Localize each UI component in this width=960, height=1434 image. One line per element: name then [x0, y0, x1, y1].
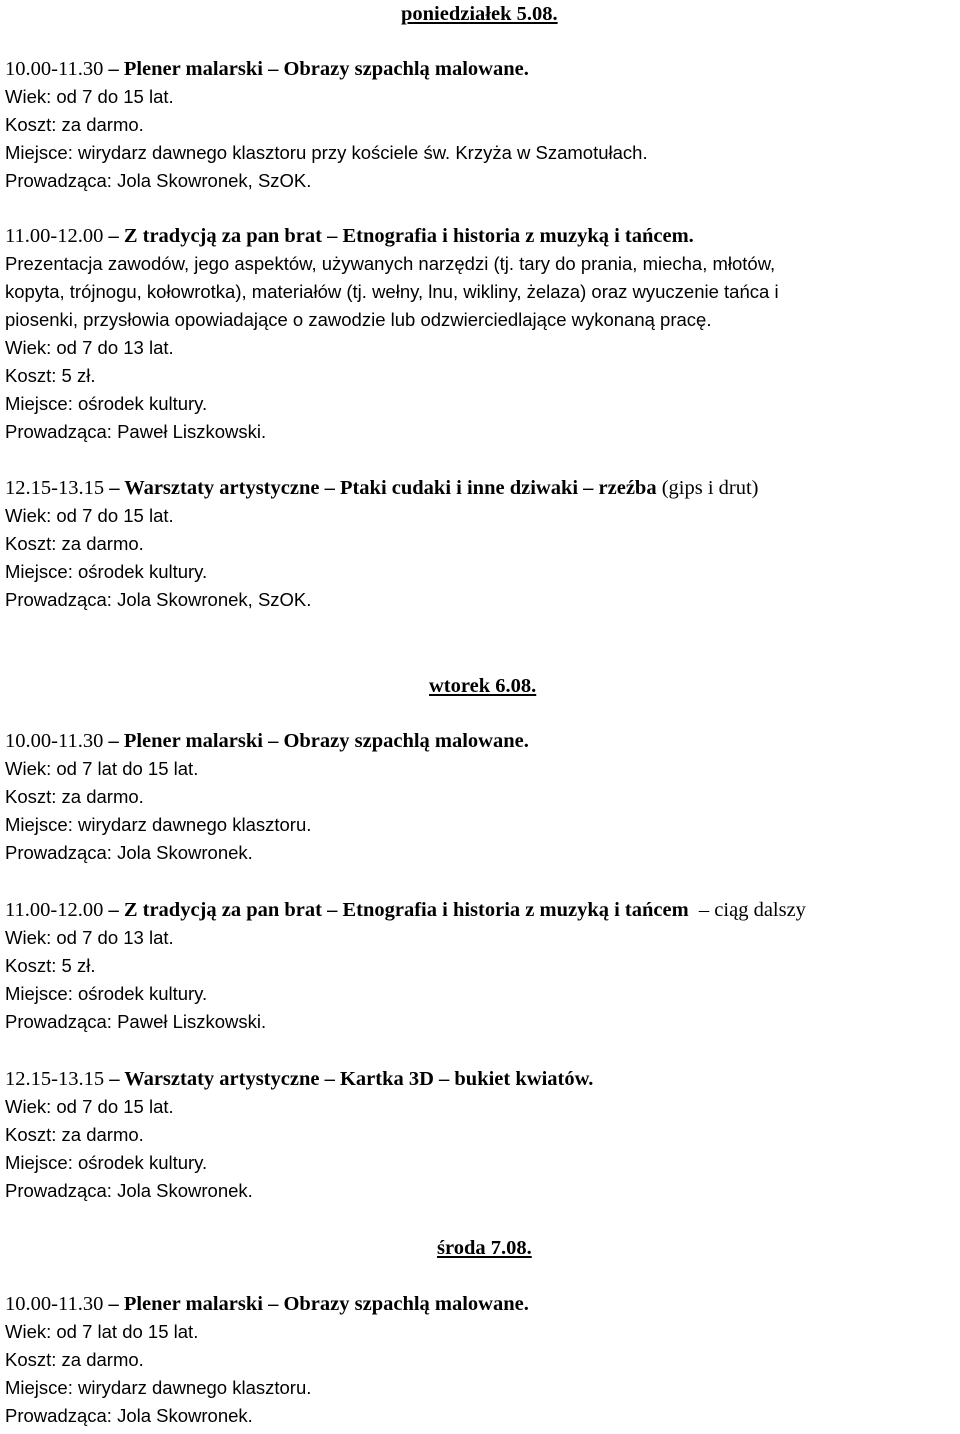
event-place: Miejsce: ośrodek kultury. [5, 393, 208, 414]
event-title-suffix: – ciąg dalszy [688, 899, 806, 921]
event-host: Prowadząca: Jola Skowronek. [5, 842, 253, 863]
event-time: 10.00-11.30 [5, 1293, 104, 1315]
event-age: Wiek: od 7 do 15 lat. [5, 1096, 174, 1117]
event-description: piosenki, przysłowia opowiadające o zawodzie lub odzwierciedlające wykonaną pracę. [5, 309, 712, 330]
event-title: – Plener malarski – Obrazy szpachlą malowane. [108, 1293, 529, 1315]
event-age: Wiek: od 7 do 13 lat. [5, 337, 174, 358]
event-title-line [5, 1290, 529, 1318]
event-title-line [5, 55, 529, 83]
event-cost: Koszt: za darmo. [5, 1124, 144, 1145]
day-heading-wednesday: środa 7.08. [437, 1237, 532, 1259]
event-title: – Z tradycją za pan brat – Etnografia i historia z muzyką i tańcem. [108, 225, 694, 247]
event-host: Prowadząca: Paweł Liszkowski. [5, 1011, 267, 1032]
event-cost: Koszt: za darmo. [5, 1349, 144, 1370]
event-age: Wiek: od 7 do 15 lat. [5, 505, 174, 526]
event-place: Miejsce: ośrodek kultury. [5, 1152, 208, 1173]
event-title: – Plener malarski – Obrazy szpachlą malowane. [108, 58, 529, 80]
event-time: 11.00-12.00 [5, 899, 104, 921]
event-cost: Koszt: za darmo. [5, 533, 144, 554]
event-host: Prowadząca: Paweł Liszkowski. [5, 421, 267, 442]
event-time: 10.00-11.30 [5, 58, 104, 80]
event-place: Miejsce: wirydarz dawnego klasztoru przy kościele św. Krzyża w Szamotułach. [5, 142, 648, 163]
event-cost: Koszt: za darmo. [5, 786, 144, 807]
event-title: – Warsztaty artystyczne – Ptaki cudaki i inne dziwaki – rzeźba [109, 477, 657, 499]
event-age: Wiek: od 7 do 15 lat. [5, 86, 174, 107]
event-host: Prowadząca: Jola Skowronek, SzOK. [5, 170, 312, 191]
event-place: Miejsce: ośrodek kultury. [5, 983, 208, 1004]
event-place: Miejsce: ośrodek kultury. [5, 561, 208, 582]
event-title-line [5, 1065, 593, 1093]
event-host: Prowadząca: Jola Skowronek. [5, 1180, 253, 1201]
event-title-line [5, 474, 759, 502]
event-title: – Warsztaty artystyczne – Kartka 3D – bukiet kwiatów. [109, 1068, 594, 1090]
event-host: Prowadząca: Jola Skowronek. [5, 1405, 253, 1426]
event-time: 12.15-13.15 [5, 1068, 105, 1090]
event-time: 10.00-11.30 [5, 730, 104, 752]
event-title-line [5, 896, 806, 924]
event-age: Wiek: od 7 lat do 15 lat. [5, 1321, 199, 1342]
event-place: Miejsce: wirydarz dawnego klasztoru. [5, 814, 312, 835]
event-title: – Z tradycją za pan brat – Etnografia i historia z muzyką i tańcem [108, 899, 689, 921]
event-age: Wiek: od 7 do 13 lat. [5, 927, 174, 948]
event-title-suffix: (gips i drut) [656, 477, 759, 499]
event-cost: Koszt: za darmo. [5, 114, 144, 135]
event-cost: Koszt: 5 zł. [5, 955, 96, 976]
event-title-line [5, 727, 529, 755]
event-time: 11.00-12.00 [5, 225, 104, 247]
day-heading-tuesday: wtorek 6.08. [429, 675, 537, 697]
event-time: 12.15-13.15 [5, 477, 105, 499]
event-description: kopyta, trójnogu, kołowrotka), materiałów (tj. wełny, lnu, wikliny, żelaza) oraz wyuczenie tańca i [5, 281, 779, 302]
event-title-line [5, 222, 694, 250]
event-host: Prowadząca: Jola Skowronek, SzOK. [5, 589, 312, 610]
event-title: – Plener malarski – Obrazy szpachlą malowane. [108, 730, 529, 752]
event-place: Miejsce: wirydarz dawnego klasztoru. [5, 1377, 312, 1398]
event-description: Prezentacja zawodów, jego aspektów, używanych narzędzi (tj. tary do prania, miecha, młotów, [5, 253, 776, 274]
event-cost: Koszt: 5 zł. [5, 365, 96, 386]
day-heading-monday: poniedziałek 5.08. [401, 3, 558, 25]
event-age: Wiek: od 7 lat do 15 lat. [5, 758, 199, 779]
